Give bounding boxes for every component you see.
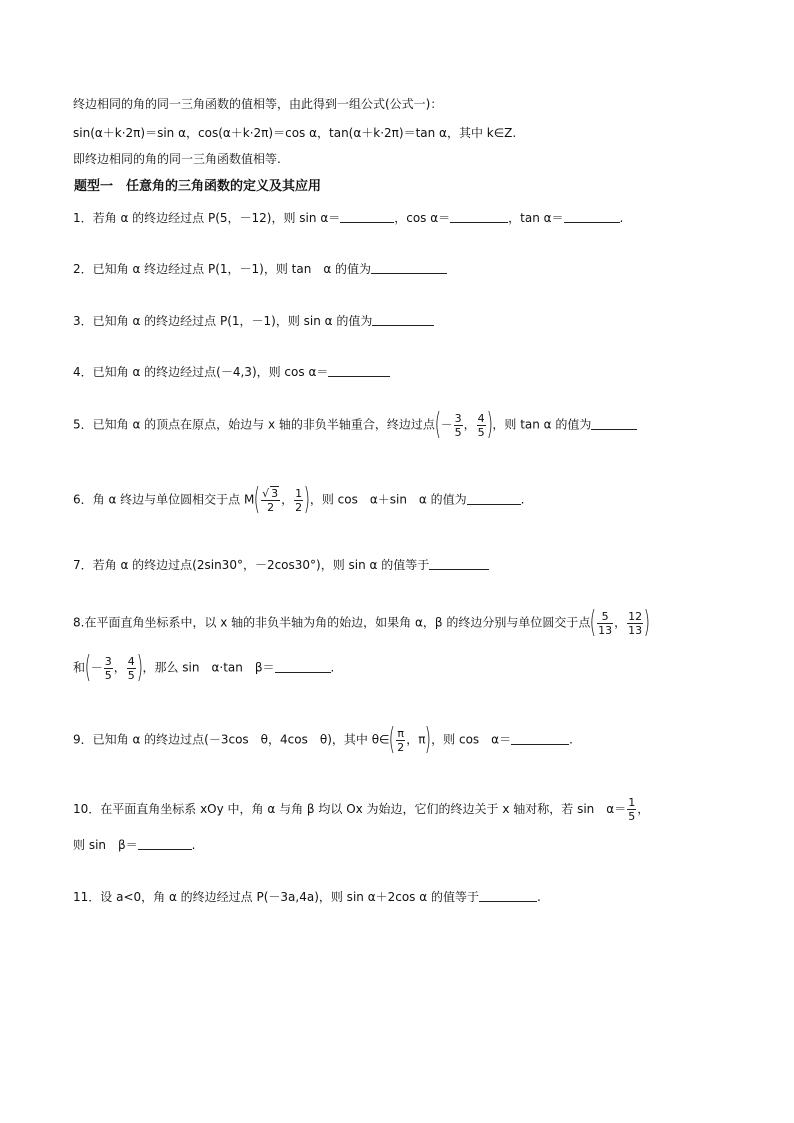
answer-blank[interactable] [429,557,489,570]
answer-blank[interactable] [450,210,508,223]
question-3: 3．已知角 α 的终边经过点 P(1，－1)，则 sin α 的值为 [73,313,434,329]
answer-blank[interactable] [591,417,637,430]
fraction: $\frac{√ 3}{2}$ [262,487,279,514]
fraction: $\frac{3}{5}$ [454,411,462,439]
fraction: $\frac{1}{2}$ [295,486,303,514]
question-1: 1．若角 α 的终边经过点 P(5，－12)，则 sin α＝ ，cos α＝ ，tan α＝ . [73,211,624,225]
formula-one: sin(α＋k·2π)＝sin α，cos(α＋k·2π)＝cos α，tan(α＋k·2π)＝tan α，其中 k∈Z. [73,126,517,140]
fraction: $\frac{1}{5}$ [628,796,636,823]
answer-blank[interactable] [467,492,521,505]
answer-blank[interactable] [275,660,331,673]
question-6: 6．角 α 终边与单位圆相交于点 M( $\frac{√ 3}{2}$ ， $\frac{1}{2}$ )，则 cos α＋sin α 的值为 . [73,482,525,517]
fraction: $\frac{12}{13}$ [628,609,643,637]
answer-blank[interactable] [328,364,390,377]
question-10: 10．在平面直角坐标系 xOy 中，角 α 与角 β 均以 Ox 为始边，它们的终边关于 x 轴对称，若 sin α＝ $\frac{1}{5}$ ， [73,796,650,823]
question-4: 4．已知角 α 的终边经过点(－4,3)，则 cos α＝ [73,364,390,380]
question-2: 2．已知角 α 终边经过点 P(1，－1)，则 tan α 的值为 [73,261,447,277]
answer-blank[interactable] [511,732,569,745]
answer-blank[interactable] [479,889,537,902]
fraction: $\frac{4}{5}$ [127,654,135,682]
answer-blank[interactable] [564,210,620,223]
formula-intro: 终边相同的角的同一三角函数的值相等，由此得到一组公式(公式一)： [73,97,443,111]
question-7: 7．若角 α 的终边过点(2sin30°，－2cos30°)，则 sin α 的值等于 [73,557,489,573]
question-10-continued: 则 sin β＝ . [73,838,196,852]
answer-blank[interactable] [340,210,394,223]
question-5: 5．已知角 α 的顶点在原点，始边与 x 轴的非负半轴重合，终边过点(－ $\frac{3}{5}$ ， $\frac{4}{5}$ )，则 tan α 的值为 [73,410,637,440]
fraction: $\frac{4}{5}$ [477,411,485,439]
answer-blank[interactable] [138,837,192,850]
question-8: 8.在平面直角坐标系中，以 x 轴的非负半轴为角的始边，如果角 α，β 的终边分别与单位圆交于点( $\frac{5}{13}$ ， $\frac{12}{13}$ ) [73,605,651,640]
formula-summary: 即终边相同的角的同一三角函数值相等. [73,152,281,166]
answer-blank[interactable] [371,261,447,274]
question-9: 9．已知角 α 的终边过点(－3cos θ，4cos θ)，其中 θ∈( $\frac{\pi}{2}$ ，π)，则 cos α＝ . [73,722,573,757]
question-8-continued: 和(－ $\frac{3}{5}$ ， $\frac{4}{5}$ )，那么 sin α·tan β＝ . [73,650,335,685]
fraction: $\frac{\pi}{2}$ [397,726,405,754]
answer-blank[interactable] [372,313,434,326]
question-11: 11．设 a<0，角 α 的终边经过点 P(－3a,4a)，则 sin α＋2cos α 的值等于 . [73,890,541,904]
fraction: $\frac{5}{13}$ [598,609,613,637]
fraction: $\frac{3}{5}$ [104,654,112,682]
section-title: 题型一 任意角的三角函数的定义及其应用 [74,179,322,194]
